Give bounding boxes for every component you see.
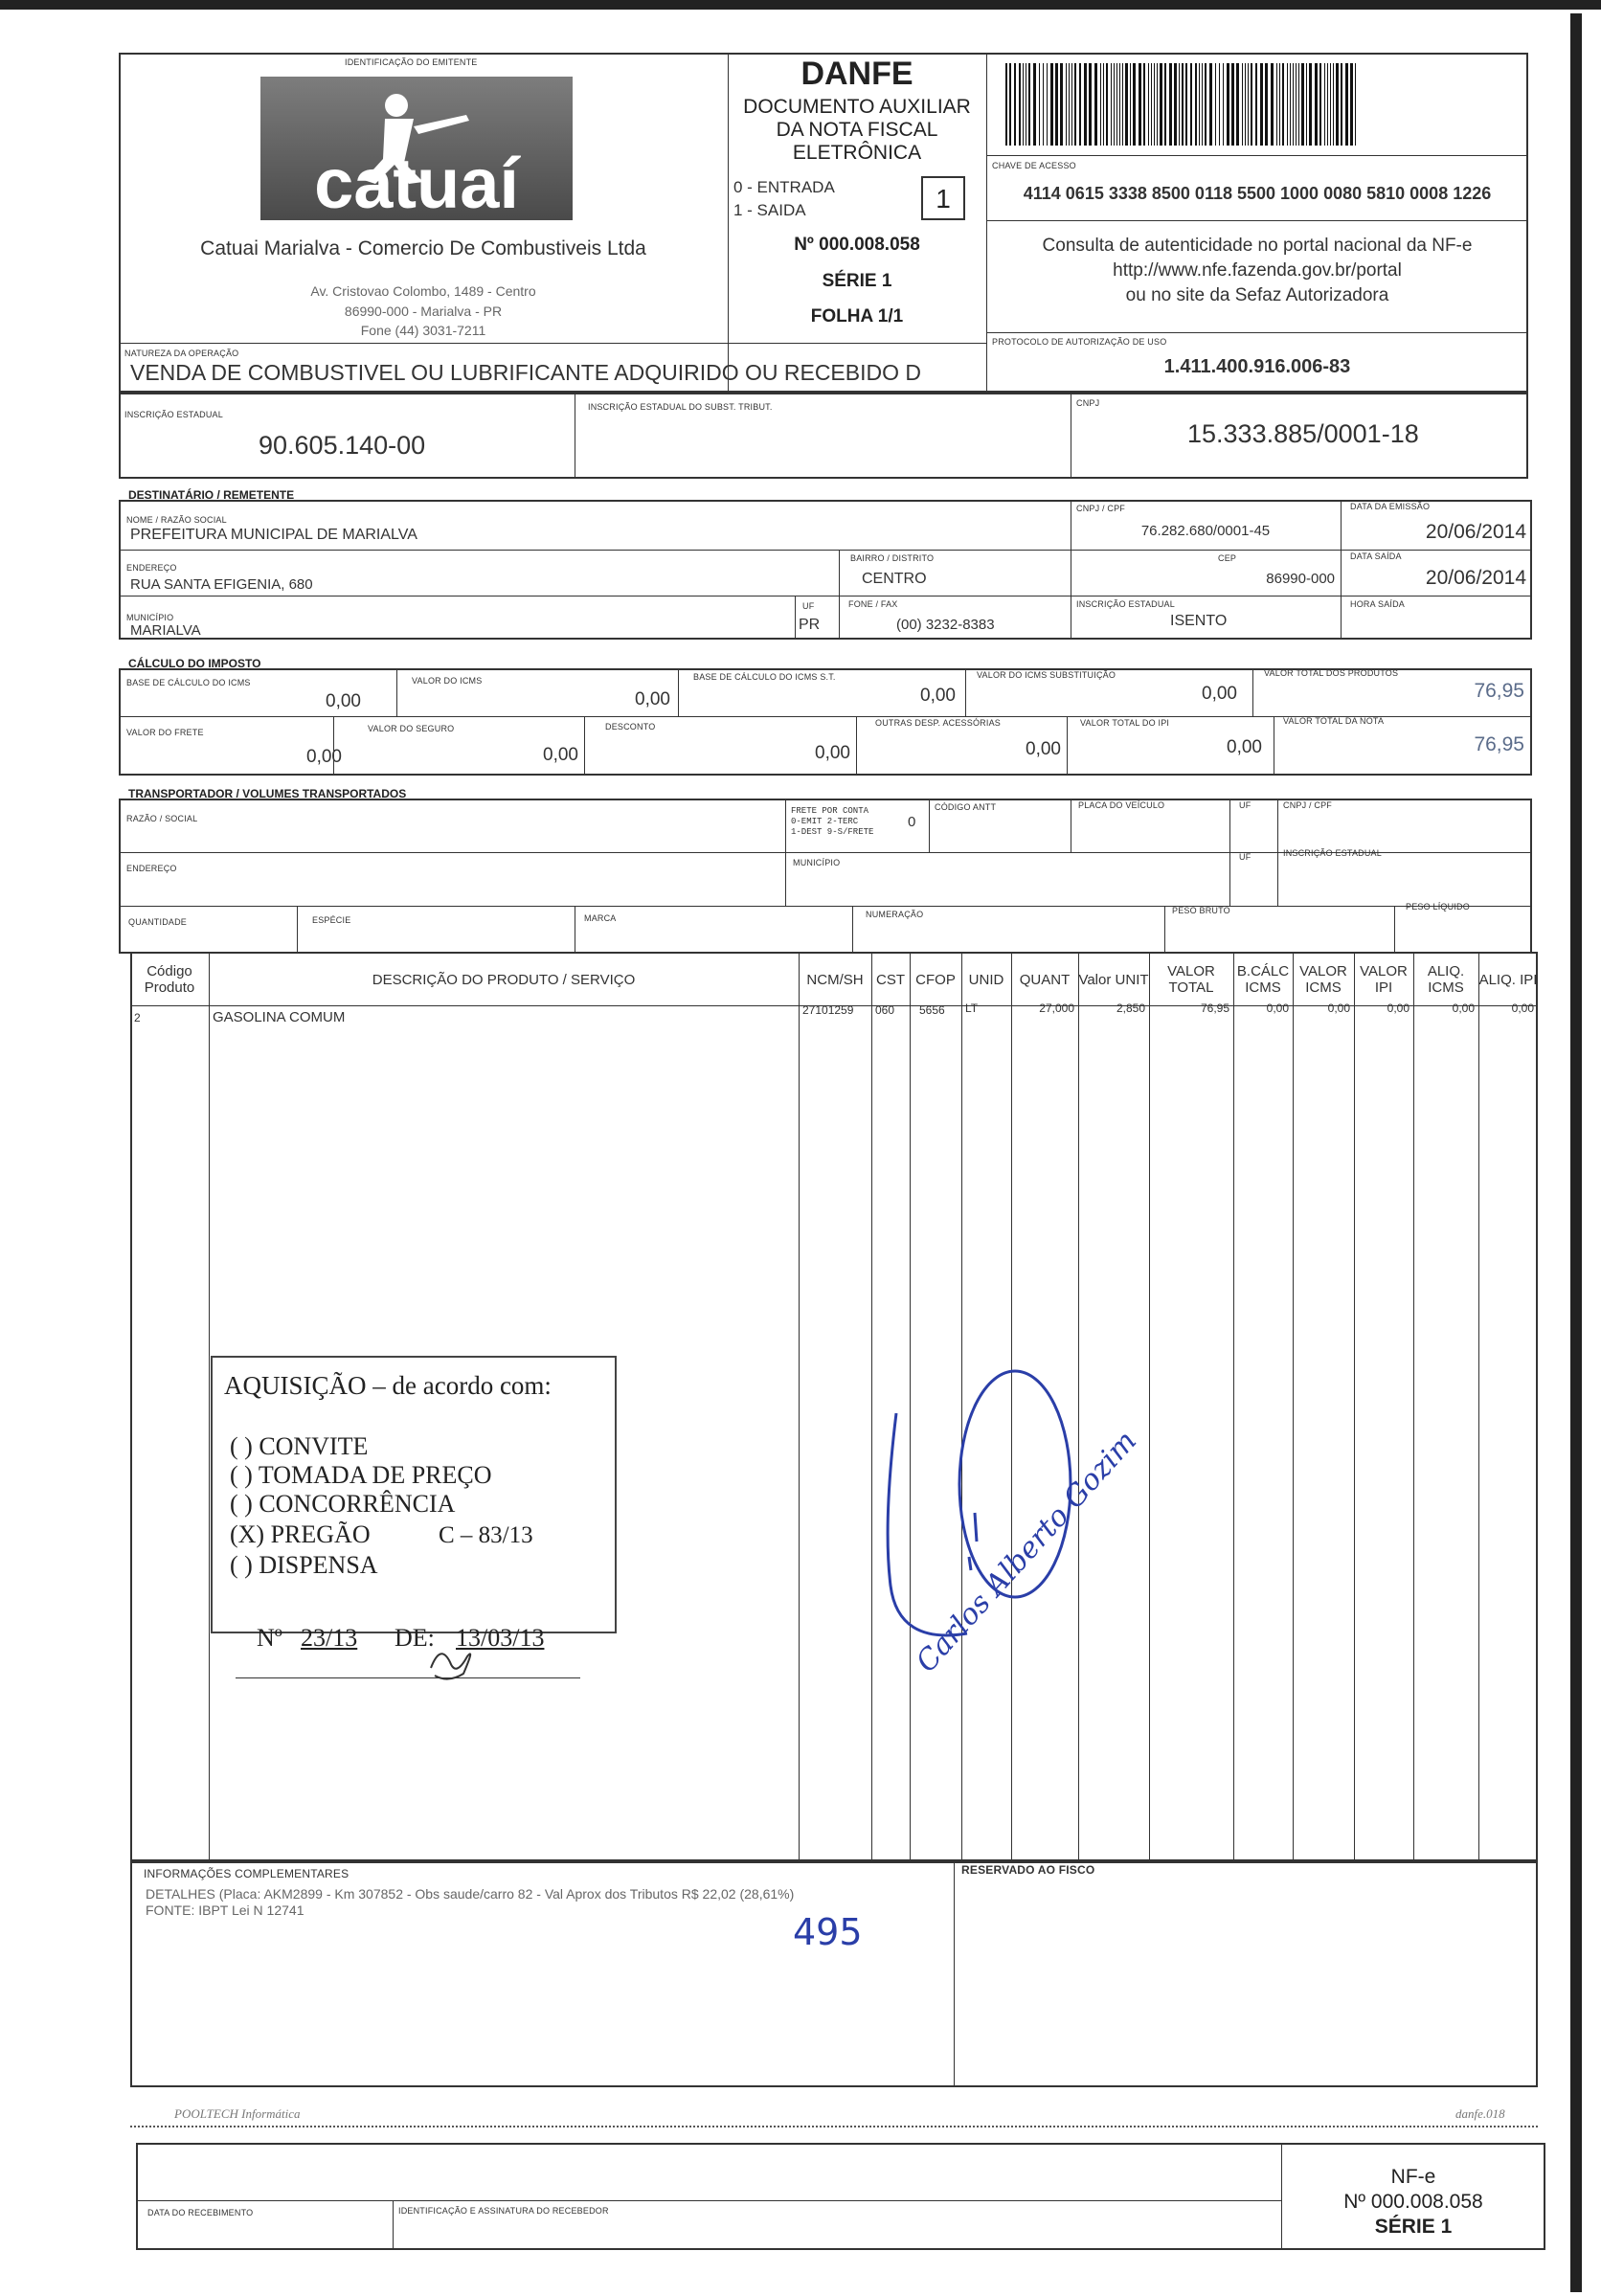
barcode-bar — [1160, 63, 1162, 146]
row-bcalc: 0,00 — [1266, 1002, 1289, 1015]
barcode-bar — [1148, 63, 1149, 146]
carrier-uf-label: UF — [1239, 800, 1251, 810]
barcode-bar — [1290, 63, 1291, 146]
insurance-label: VALOR DO SEGURO — [368, 724, 455, 733]
base-icms-label: BASE DE CÁLCULO DO ICMS — [126, 678, 251, 687]
barcode-bar — [1154, 63, 1155, 146]
discount-label: DESCONTO — [605, 722, 656, 732]
consulta-line-1: Consulta de autenticidade no portal nacional da NF-e — [1042, 236, 1473, 256]
stamp-option-convite: ( ) CONVITE — [230, 1432, 369, 1460]
recipient-ie-label: INSCRIÇÃO ESTADUAL — [1076, 599, 1175, 609]
freight-mode-line-1: FRETE POR CONTA — [791, 806, 869, 816]
access-key-label: CHAVE DE ACESSO — [992, 161, 1076, 170]
phone-label: FONE / FAX — [848, 599, 898, 609]
barcode-bar — [1242, 63, 1243, 146]
barcode-bar — [1084, 63, 1087, 146]
danfe-subtitle-3: ELETRÔNICA — [792, 142, 922, 164]
other-expenses-label: OUTRAS DESP. ACESSÓRIAS — [875, 718, 1001, 728]
phone-value: (00) 3232-8383 — [896, 617, 995, 633]
barcode-bar — [1047, 63, 1048, 146]
protocol-number: 1.411.400.916.006-83 — [1163, 356, 1351, 377]
additional-info-label: INFORMAÇÕES COMPLEMENTARES — [144, 1867, 350, 1880]
software-credit: POOLTECH Informática — [174, 2106, 301, 2121]
saida-label: 1 - SAIDA — [733, 201, 806, 219]
emitter-name: Catuai Marialva - Comercio De Combustiveis Ltda — [200, 237, 646, 259]
handwritten-number: 495 — [793, 1911, 863, 1953]
carrier-name-label: RAZÃO / SOCIAL — [126, 814, 198, 823]
barcode-bar — [1005, 63, 1007, 146]
row-cfop: 5656 — [919, 1003, 945, 1017]
carrier-cnpj-label: CNPJ / CPF — [1283, 800, 1333, 810]
species-label: ESPÉCIE — [312, 915, 351, 925]
recipient-cnpj: 76.282.680/0001-45 — [1140, 523, 1271, 539]
entrada-label: 0 - ENTRADA — [733, 178, 835, 196]
qty-label: QUANTIDADE — [128, 917, 188, 927]
col-vicms: VALOR ICMS — [1299, 963, 1347, 996]
col-aicms: ALIQ. ICMS — [1427, 963, 1465, 996]
operation-type-box: 1 — [921, 176, 965, 220]
numbering-label: NUMERAÇÃO — [866, 910, 924, 919]
stamp-date: 13/03/13 — [456, 1624, 545, 1652]
icms-st-label: VALOR DO ICMS SUBSTITUIÇÃO — [977, 670, 1116, 680]
initials-mark — [421, 1639, 479, 1683]
barcode-bar — [1223, 63, 1224, 146]
initials-icon — [421, 1639, 479, 1683]
carrier-uf2-label: UF — [1239, 852, 1251, 862]
row-vtotal: 76,95 — [1200, 1002, 1229, 1015]
additional-info-line-2: FONTE: IBPT Lei N 12741 — [146, 1902, 304, 1918]
district-label: BAIRRO / DISTRITO — [850, 553, 935, 563]
barcode-bar — [1202, 63, 1203, 146]
ie-value: 90.605.140-00 — [259, 431, 426, 460]
barcode-bar — [1069, 63, 1070, 146]
exit-date-label: DATA SAÍDA — [1350, 551, 1402, 561]
barcode-bar — [1100, 63, 1101, 146]
gross-weight-label: PESO BRUTO — [1172, 906, 1230, 915]
receiver-signature-label: IDENTIFICAÇÃO E ASSINATURA DO RECEBEDOR — [398, 2206, 609, 2216]
recipient-name: PREFEITURA MUNICIPAL DE MARIALVA — [130, 527, 417, 543]
barcode-bar — [1271, 63, 1274, 146]
row-cst: 060 — [875, 1003, 895, 1017]
row-vipi: 0,00 — [1387, 1002, 1409, 1015]
stamp-pregao-code: C – 83/13 — [439, 1522, 533, 1548]
stamp-option-pregao: (X) PREGÃO — [230, 1520, 371, 1548]
base-st-value: 0,00 — [920, 686, 956, 706]
emitter-section-label: IDENTIFICAÇÃO DO EMITENTE — [345, 57, 478, 67]
col-vunit: Valor UNIT — [1078, 971, 1149, 988]
carrier-city-label: MUNICÍPIO — [793, 858, 841, 867]
ie-subst-label: INSCRIÇÃO ESTADUAL DO SUBST. TRIBUT. — [588, 402, 773, 412]
barcode-bar — [1106, 63, 1108, 146]
emitter-cep-city: 86990-000 - Marialva - PR — [344, 304, 503, 319]
barcode-bar — [1215, 63, 1216, 146]
barcode-bar — [1111, 63, 1112, 146]
barcode-bar — [1119, 63, 1120, 146]
emitter-phone: Fone (44) 3031-7211 — [360, 323, 486, 338]
barcode-bar — [1195, 63, 1197, 146]
barcode-bar — [1066, 63, 1067, 146]
barcode-bar — [1094, 63, 1097, 146]
barcode-bar — [1043, 63, 1044, 146]
row-aicms: 0,00 — [1452, 1002, 1475, 1015]
emitter-address: Av. Cristovao Colombo, 1489 - Centro — [310, 283, 536, 299]
barcode-bar — [1315, 63, 1318, 146]
barcode-bar — [1350, 63, 1353, 146]
icms-value: 0,00 — [635, 689, 670, 709]
barcode-bar — [1236, 63, 1239, 146]
row-vunit: 2,850 — [1116, 1002, 1145, 1015]
signature-text: Carlos Alberto Gozim — [910, 1424, 1144, 1679]
col-cfop: CFOP — [915, 971, 956, 988]
ipi-value: 0,00 — [1227, 737, 1262, 757]
barcode-bar — [1089, 63, 1092, 146]
uf-label: UF — [802, 601, 815, 611]
consulta-line-2: http://www.nfe.fazenda.gov.br/portal — [1113, 260, 1402, 281]
scan-edge — [1570, 13, 1582, 2292]
barcode-bar — [1074, 63, 1076, 146]
stamp-number: 23/13 — [301, 1624, 358, 1652]
emission-date-label: DATA DA EMISSÃO — [1350, 502, 1431, 511]
barcode-bar — [1309, 63, 1312, 146]
transport-section: TRANSPORTADOR / VOLUMES TRANSPORTADOS — [128, 787, 407, 800]
barcode-bar — [1345, 63, 1348, 146]
danfe-subtitle-2: DA NOTA FISCAL — [776, 119, 938, 141]
barcode-bar — [1245, 63, 1246, 146]
cnpj-value: 15.333.885/0001-18 — [1187, 419, 1419, 448]
additional-info-line-1: DETALHES (Placa: AKM2899 - Km 307852 - Obs saude/carro 82 - Val Aprox dos Tributos R$ 22,02 (28,61%) — [146, 1886, 795, 1902]
recipient-cnpj-label: CNPJ / CPF — [1076, 504, 1126, 513]
signature — [862, 1369, 1187, 1685]
access-key: 4114 0615 3338 8500 0118 5500 1000 0080 5810 0008 1226 — [1023, 184, 1492, 203]
cep-label: CEP — [1218, 553, 1237, 563]
other-expenses-value: 0,00 — [1026, 739, 1061, 759]
col-cst: CST — [876, 971, 905, 988]
scan-top-edge — [0, 0, 1601, 10]
barcode-bar — [1023, 63, 1024, 146]
barcode-bar — [1276, 63, 1277, 146]
barcode-bar — [1248, 63, 1249, 146]
col-desc: DESCRIÇÃO DO PRODUTO / SERVIÇO — [372, 971, 636, 988]
freight-mode-line-2: 0-EMIT 2-TERC — [791, 817, 859, 826]
received-date-label: DATA DO RECEBIMENTO — [147, 2208, 254, 2217]
barcode-graphic — [1003, 63, 1509, 146]
col-qty: QUANT — [1019, 971, 1071, 988]
barcode-bar — [1122, 63, 1123, 146]
barcode-bar — [1255, 63, 1257, 146]
barcode-bar — [1282, 63, 1284, 146]
danfe-subtitle-1: DOCUMENTO AUXILIAR — [743, 96, 971, 118]
row-ncm: 27101259 — [802, 1003, 854, 1017]
barcode-bar — [1039, 63, 1040, 146]
barcode-bar — [1260, 63, 1263, 146]
barcode-bar — [1179, 63, 1180, 146]
district-value: CENTRO — [862, 571, 927, 587]
stamp-date-label: DE: — [395, 1624, 435, 1652]
row-aipi: 0,00 — [1511, 1002, 1534, 1015]
barcode-bar — [1079, 63, 1081, 146]
barcode-bar — [1185, 63, 1187, 146]
form-code: danfe.018 — [1455, 2106, 1505, 2121]
barcode-bar — [1116, 63, 1117, 146]
row-desc: GASOLINA COMUM — [213, 1009, 346, 1025]
danfe-folha: FOLHA 1/1 — [810, 306, 904, 326]
stamp-option-dispensa: ( ) DISPENSA — [230, 1551, 378, 1579]
recipient-ie: ISENTO — [1170, 613, 1228, 629]
operation-value: VENDA DE COMBUSTIVEL OU LUBRIFICANTE ADQUIRIDO OU RECEBIDO D — [130, 360, 922, 385]
ie-label: INSCRIÇÃO ESTADUAL — [124, 410, 223, 419]
barcode-bar — [1219, 63, 1220, 146]
barcode-bar — [1265, 63, 1268, 146]
barcode-bar — [1306, 63, 1307, 146]
barcode-bar — [1060, 63, 1063, 146]
barcode-bar — [1199, 63, 1200, 146]
ipi-label: VALOR TOTAL DO IPI — [1080, 718, 1170, 728]
exit-date: 20/06/2014 — [1425, 567, 1526, 589]
city-value: MARIALVA — [130, 622, 201, 639]
exit-time-label: HORA SAÍDA — [1350, 599, 1406, 609]
col-aipi: ALIQ. IPI — [1478, 971, 1538, 988]
barcode-bar — [1174, 63, 1177, 146]
col-bcalc: B.CÁLC ICMS — [1236, 963, 1290, 996]
barcode-bar — [1009, 63, 1011, 146]
city-label: MUNICÍPIO — [126, 613, 174, 622]
row-code: 2 — [134, 1011, 141, 1024]
barcode-bar — [1341, 63, 1342, 146]
base-st-label: BASE DE CÁLCULO DO ICMS S.T. — [693, 672, 836, 682]
footer-nfe: NF-e — [1390, 2166, 1436, 2188]
barcode-bar — [1133, 63, 1136, 146]
freight-mode-value: 0 — [908, 814, 916, 830]
invoice-total-value: 76,95 — [1474, 733, 1524, 755]
cep-value: 86990-000 — [1266, 571, 1335, 587]
barcode-bar — [1143, 63, 1145, 146]
footer-number: Nº 000.008.058 — [1343, 2191, 1483, 2213]
barcode-bar — [1139, 63, 1141, 146]
discount-value: 0,00 — [815, 743, 850, 763]
emission-date: 20/06/2014 — [1425, 521, 1526, 543]
carrier-ie-label: INSCRIÇÃO ESTADUAL — [1283, 848, 1382, 858]
barcode-bar — [1014, 63, 1016, 146]
barcode-bar — [1298, 63, 1299, 146]
icms-st-value: 0,00 — [1202, 684, 1237, 704]
uf-value: PR — [799, 617, 821, 633]
stamp-title: AQUISIÇÃO – de acordo com: — [224, 1371, 552, 1400]
recipient-address: RUA SANTA EFIGENIA, 680 — [130, 576, 313, 593]
cnpj-label: CNPJ — [1076, 398, 1100, 408]
barcode-bar — [1071, 63, 1072, 146]
barcode-bar — [1319, 63, 1321, 146]
net-weight-label: PESO LÍQUIDO — [1406, 902, 1470, 912]
footer-serie: SÉRIE 1 — [1374, 2216, 1453, 2238]
carrier-address-label: ENDEREÇO — [126, 864, 177, 873]
barcode-bar — [1157, 63, 1158, 146]
tax-section: CÁLCULO DO IMPOSTO — [128, 657, 261, 670]
recipient-section: DESTINATÁRIO / REMETENTE — [128, 488, 295, 502]
recipient-frame — [119, 500, 1532, 640]
protocol-label: PROTOCOLO DE AUTORIZAÇÃO DE USO — [992, 337, 1167, 347]
freight-label: VALOR DO FRETE — [126, 728, 204, 737]
operation-label: NATUREZA DA OPERAÇÃO — [124, 349, 239, 358]
barcode-bar — [1130, 63, 1131, 146]
col-unit: UNID — [968, 971, 1004, 988]
barcode-bar — [1055, 63, 1058, 146]
barcode-bar — [1114, 63, 1115, 146]
barcode-bar — [1019, 63, 1021, 146]
col-vipi: VALOR IPI — [1360, 963, 1408, 996]
barcode-bar — [1251, 63, 1252, 146]
reserved-label: RESERVADO AO FISCO — [961, 1863, 1095, 1877]
barcode-bar — [1324, 63, 1325, 146]
insurance-value: 0,00 — [543, 745, 578, 765]
consulta-line-3: ou no site da Sefaz Autorizadora — [1125, 285, 1389, 305]
recipient-name-label: NOME / RAZÃO SOCIAL — [126, 515, 227, 525]
barcode-bar — [1287, 63, 1288, 146]
products-total-label: VALOR TOTAL DOS PRODUTOS — [1264, 668, 1399, 678]
barcode-bar — [1355, 63, 1356, 146]
barcode-bar — [1330, 63, 1331, 146]
freight-mode-line-3: 1-DEST 9-S/FRETE — [791, 827, 874, 837]
row-vicms: 0,00 — [1327, 1002, 1350, 1015]
danfe-serie: SÉRIE 1 — [822, 271, 892, 291]
barcode-bar — [1296, 63, 1297, 146]
stamp-option-tomada: ( ) TOMADA DE PREÇO — [230, 1461, 492, 1489]
barcode-bar — [1190, 63, 1192, 146]
row-qty: 27,000 — [1039, 1002, 1074, 1015]
danfe-title: DANFE — [800, 56, 913, 92]
invoice-total-label: VALOR TOTAL DA NOTA — [1283, 716, 1385, 726]
base-icms-value: 0,00 — [326, 691, 361, 711]
acquisition-stamp — [211, 1356, 617, 1652]
barcode-bar — [1279, 63, 1280, 146]
barcode-bar — [1301, 63, 1304, 146]
brand-label: MARCA — [584, 913, 617, 923]
barcode-bar — [1333, 63, 1334, 146]
col-vtotal: VALOR TOTAL — [1167, 963, 1215, 996]
products-total-value: 76,95 — [1474, 680, 1524, 702]
danfe-number: Nº 000.008.058 — [794, 235, 920, 255]
barcode-bar — [1151, 63, 1152, 146]
barcode-bar — [1103, 63, 1104, 146]
barcode-bar — [1028, 63, 1030, 146]
col-code: Código Produto — [144, 963, 195, 996]
freight-value: 0,00 — [306, 747, 342, 767]
barcode-bar — [1227, 63, 1229, 146]
freight-mode-box — [791, 806, 873, 838]
barcode-bar — [1293, 63, 1294, 146]
recipient-address-label: ENDEREÇO — [126, 563, 177, 573]
icms-label: VALOR DO ICMS — [412, 676, 483, 686]
row-unit: LT — [965, 1002, 979, 1015]
barcode — [1003, 63, 1509, 146]
barcode-bar — [1231, 63, 1234, 146]
barcode-bar — [1164, 63, 1166, 146]
barcode-bar — [1050, 63, 1053, 146]
col-ncm: NCM/SH — [806, 971, 864, 988]
barcode-bar — [1327, 63, 1328, 146]
barcode-bar — [1033, 63, 1036, 146]
barcode-bar — [1209, 63, 1212, 146]
stamp-option-concorrencia: ( ) CONCORRÊNCIA — [230, 1490, 456, 1518]
barcode-bar — [1169, 63, 1172, 146]
stamp-number-label: Nº — [257, 1624, 282, 1652]
barcode-bar — [1182, 63, 1184, 146]
barcode-bar — [1205, 63, 1206, 146]
cut-line — [130, 2126, 1538, 2127]
antt-label: CÓDIGO ANTT — [935, 802, 997, 812]
catuai-logo — [260, 77, 573, 223]
plate-label: PLACA DO VEÍCULO — [1078, 800, 1165, 810]
logo-text: catuaí — [314, 144, 519, 223]
barcode-bar — [1125, 63, 1128, 146]
barcode-bar — [1336, 63, 1339, 146]
